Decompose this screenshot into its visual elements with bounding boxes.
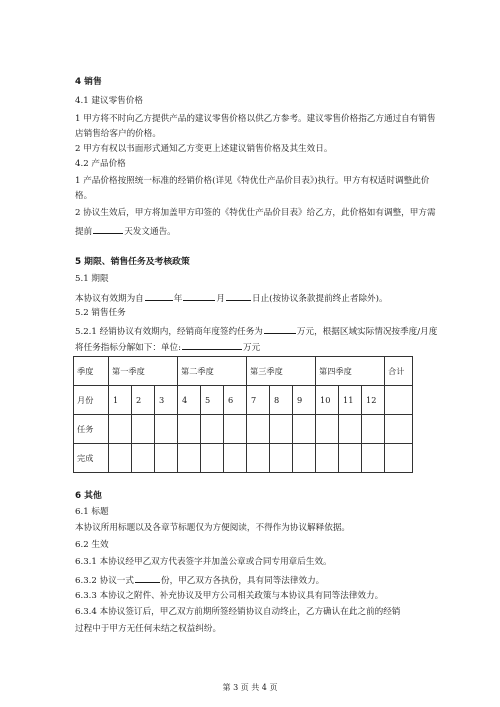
table-row xyxy=(74,415,413,444)
text: 5.2.1 经销协议有效期内，经销商年度签约任务为 xyxy=(75,327,263,337)
empty-cell xyxy=(247,444,270,473)
empty-cell xyxy=(293,444,316,473)
row-header-done: 完成 xyxy=(74,444,109,473)
task-paragraph xyxy=(75,324,437,338)
sales-task-table xyxy=(73,356,413,473)
text: 月 xyxy=(216,294,225,304)
table-row xyxy=(74,444,413,473)
empty-cell xyxy=(339,444,362,473)
text: 万元 xyxy=(243,343,261,353)
section-4-heading: 4 销售 xyxy=(75,77,102,87)
month-cell: 12 xyxy=(362,386,385,415)
paragraph: 2 甲方有权以书面形式通知乙方变更上述建议销售价格及其生效日。 xyxy=(75,144,333,154)
empty-cell xyxy=(224,415,247,444)
paragraph: 1 甲方将不时向乙方提供产品的建议零售价格以供乙方参考。建议零售价格指乙方通过自有销售 xyxy=(75,114,436,124)
empty-cell xyxy=(362,444,385,473)
blank-line xyxy=(183,291,215,301)
blank-line xyxy=(93,224,123,234)
empty-cell xyxy=(362,415,385,444)
empty-cell xyxy=(385,415,413,444)
quarter-cell: 第四季度 xyxy=(316,357,385,386)
text: 日止(按协议条款提前终止者除外)。 xyxy=(251,294,388,304)
subsection-4-2: 4.2 产品价格 xyxy=(75,159,126,169)
task-paragraph xyxy=(75,340,260,354)
text: 年 xyxy=(173,294,183,304)
table-row xyxy=(74,357,413,386)
table-row xyxy=(74,386,413,415)
month-cell: 8 xyxy=(270,386,293,415)
total-header: 合计 xyxy=(385,357,413,386)
paragraph: 1 产品价格按照统一标准的经销价格(详见《特优仕产品价目表》)执行。甲方有权适时调整此价 xyxy=(75,176,430,186)
subsection-4-1: 4.1 建议零售价格 xyxy=(75,96,143,106)
quarter-cell: 第二季度 xyxy=(178,357,247,386)
empty-cell xyxy=(155,444,178,473)
empty-cell xyxy=(132,444,155,473)
text: 份，甲乙双方各执份，具有同等法律效力。 xyxy=(160,576,325,586)
row-header-task: 任务 xyxy=(74,415,109,444)
month-cell: 2 xyxy=(132,386,155,415)
text: 将任务指标分解如下：单位: xyxy=(75,343,182,353)
paragraph xyxy=(75,224,176,238)
empty-cell xyxy=(178,415,201,444)
blank-line xyxy=(145,291,173,301)
month-cell: 10 xyxy=(316,386,339,415)
empty-cell xyxy=(155,415,178,444)
page-footer: 第 3 页 共 4 页 xyxy=(222,683,278,692)
empty-cell xyxy=(109,415,132,444)
subsection-5-2: 5.2 销售任务 xyxy=(75,308,126,318)
empty-cell xyxy=(247,415,270,444)
empty-cell xyxy=(339,415,362,444)
month-cell: 6 xyxy=(224,386,247,415)
quarter-cell: 第一季度 xyxy=(109,357,178,386)
empty-cell xyxy=(316,415,339,444)
month-cell: 4 xyxy=(178,386,201,415)
empty-cell xyxy=(293,415,316,444)
empty-cell xyxy=(224,444,247,473)
subsection-6-1: 6.1 标题 xyxy=(75,507,109,517)
empty-cell xyxy=(178,444,201,473)
quarter-cell: 第三季度 xyxy=(247,357,316,386)
section-6-heading: 6 其他 xyxy=(75,491,102,501)
row-header-month: 月份 xyxy=(74,386,109,415)
empty-cell xyxy=(385,444,413,473)
empty-cell xyxy=(270,444,293,473)
empty-cell xyxy=(132,415,155,444)
empty-cell xyxy=(109,444,132,473)
row-header-season: 季度 xyxy=(74,357,109,386)
blank-line xyxy=(226,291,251,301)
section-5-heading: 5 期限、销售任务及考核政策 xyxy=(75,257,190,267)
subsection-6-2: 6.2 生效 xyxy=(75,540,109,550)
month-cell: 7 xyxy=(247,386,270,415)
paragraph: 过程中于甲方无任何未结之权益纠纷。 xyxy=(75,624,222,634)
text: 本协议有效期为自 xyxy=(75,294,144,304)
text: 6.3.2 协议一式 xyxy=(75,576,134,586)
text: 万元，根据区域实际情况按季度/月度 xyxy=(296,327,438,337)
blank-line xyxy=(182,340,242,350)
month-cell: 5 xyxy=(201,386,224,415)
month-cell: 11 xyxy=(339,386,362,415)
blank-line xyxy=(264,324,296,334)
paragraph xyxy=(75,573,324,587)
month-cell: 3 xyxy=(155,386,178,415)
empty-cell xyxy=(270,415,293,444)
empty-cell xyxy=(201,444,224,473)
paragraph: 格。 xyxy=(75,191,93,201)
text: 天发文通告。 xyxy=(124,227,176,237)
empty-cell xyxy=(385,386,413,415)
empty-cell xyxy=(201,415,224,444)
month-cell: 1 xyxy=(109,386,132,415)
paragraph: 6.3.3 本协议之附件、补充协议及甲方公司相关政策与本协议具有同等法律效力。 xyxy=(75,591,384,601)
text: 提前 xyxy=(75,227,93,237)
paragraph: 本协议所用标题以及各章节标题仅为方便阅读，不得作为协议解释依据。 xyxy=(75,523,351,533)
paragraph: 店销售给客户的价格。 xyxy=(75,129,161,139)
empty-cell xyxy=(316,444,339,473)
subsection-5-1: 5.1 期限 xyxy=(75,274,109,284)
term-paragraph xyxy=(75,291,388,305)
paragraph: 6.3.1 本协议经甲乙双方代表签字并加盖公章或合同专用章后生效。 xyxy=(75,557,332,567)
month-cell: 9 xyxy=(293,386,316,415)
paragraph: 2 协议生效后，甲方将加盖甲方印签的《特优仕产品价目表》给乙方，此价格如有调整，甲方需 xyxy=(75,208,436,218)
blank-line xyxy=(135,573,160,583)
paragraph: 6.3.4 本协议签订后，甲乙双方前期所签经销协议自动终止，乙方确认在此之前的经销 xyxy=(75,607,401,617)
